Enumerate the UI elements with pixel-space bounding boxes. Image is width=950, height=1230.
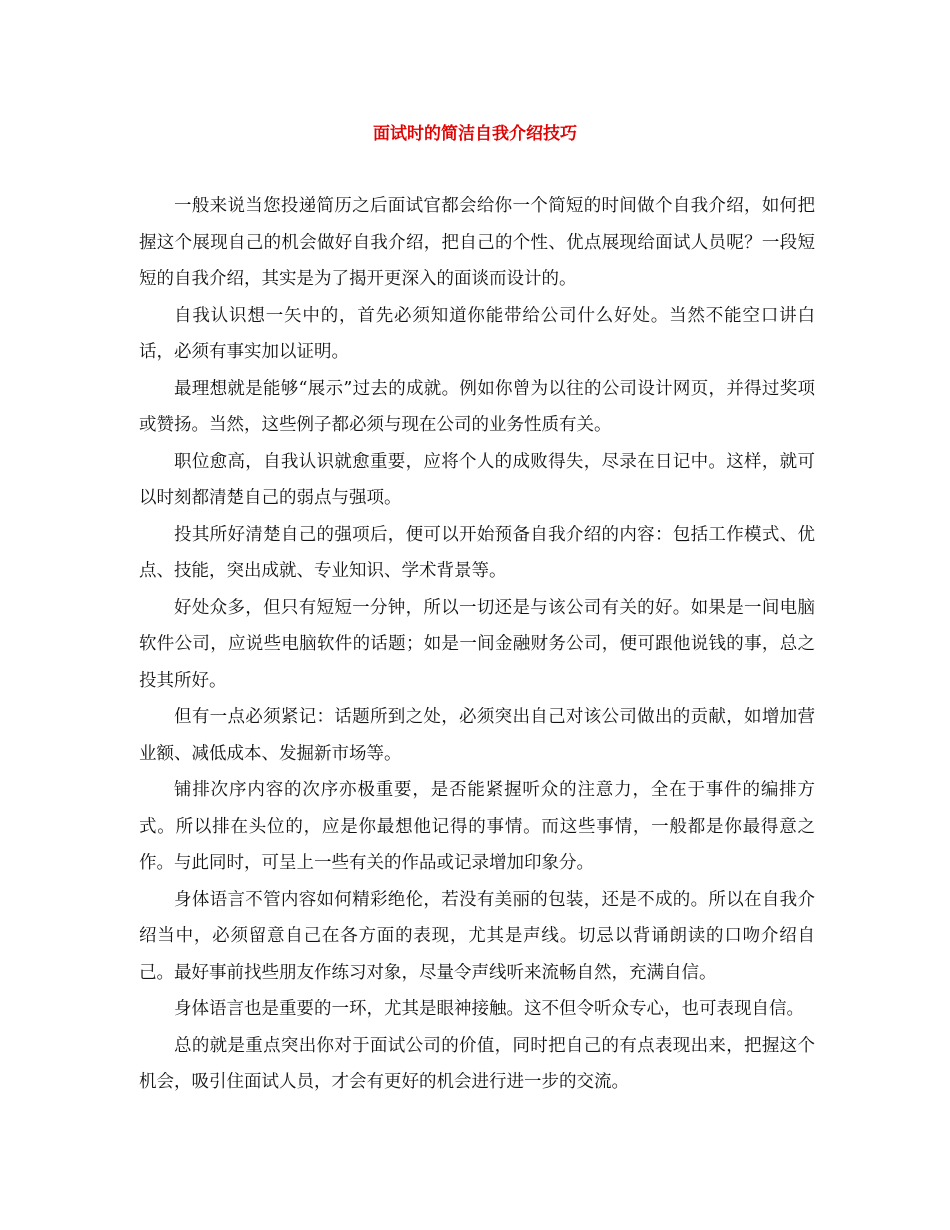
paragraph-relevance: 好处众多，但只有短短一分钟，所以一切还是与该公司有关的好。如果是一间电脑软件公司，应说些电脑软件的话题；如是一间金融财务公司，便可跟他说钱的事，总之投其所好。 xyxy=(139,597,815,691)
document-body xyxy=(139,188,815,1101)
paragraph-body-language: 身体语言也是重要的一环，尤其是眼神接触。这不但令听众专心，也可表现自信。 xyxy=(174,999,804,1019)
paragraph-self-knowledge: 自我认识想一矢中的，首先必须知道你能带给公司什么好处。当然不能空口讲白话，必须有事实加以证明。 xyxy=(139,305,815,362)
paragraph-position-level: 职位愈高，自我认识就愈重要，应将个人的成败得失，尽录在日记中。这样，就可以时刻都清楚自己的弱点与强项。 xyxy=(139,451,815,508)
document-title: 面试时的简洁自我介绍技巧 xyxy=(373,124,577,144)
paragraph-ordering: 铺排次序内容的次序亦极重要，是否能紧握听众的注意力，全在于事件的编排方式。所以排在头位的，应是你最想他记得的事情。而这些事情，一般都是你最得意之作。与此同时，可呈上一些有关的作品或记录增加印象分。 xyxy=(139,780,815,873)
paragraph-contribution: 但有一点必须紧记：话题所到之处，必须突出自己对该公司做出的贡献，如增加营业额、减低成本、发掘新市场等。 xyxy=(139,707,815,764)
paragraph-cater-interests: 投其所好清楚自己的强项后，便可以开始预备自我介绍的内容：包括工作模式、优点、技能，突出成就、专业知识、学术背景等。 xyxy=(139,524,815,581)
paragraph-voice: 身体语言不管内容如何精彩绝伦，若没有美丽的包装，还是不成的。所以在自我介绍当中，必须留意自己在各方面的表现，尤其是声线。切忌以背诵朗读的口吻介绍自己。最好事前找些朋友作练习对象，尽量令声线听来流畅自然，充满自信。 xyxy=(139,889,815,983)
paragraph-summary: 总的就是重点突出你对于面试公司的价值，同时把自己的有点表现出来，把握这个机会，吸引住面试人员，才会有更好的机会进行进一步的交流。 xyxy=(139,1035,815,1092)
paragraph-intro: 一般来说当您投递简历之后面试官都会给你一个简短的时间做个自我介绍，如何把握这个展现自己的机会做好自我介绍，把自己的个性、优点展现给面试人员呢？一段短短的自我介绍，其实是为了揭开更深入的面谈而设计的。 xyxy=(139,196,815,289)
paragraph-show-achievements: 最理想就是能够“展示”过去的成就。例如你曾为以往的公司设计网页，并得过奖项或赞扬。当然，这些例子都必须与现在公司的业务性质有关。 xyxy=(139,378,815,435)
